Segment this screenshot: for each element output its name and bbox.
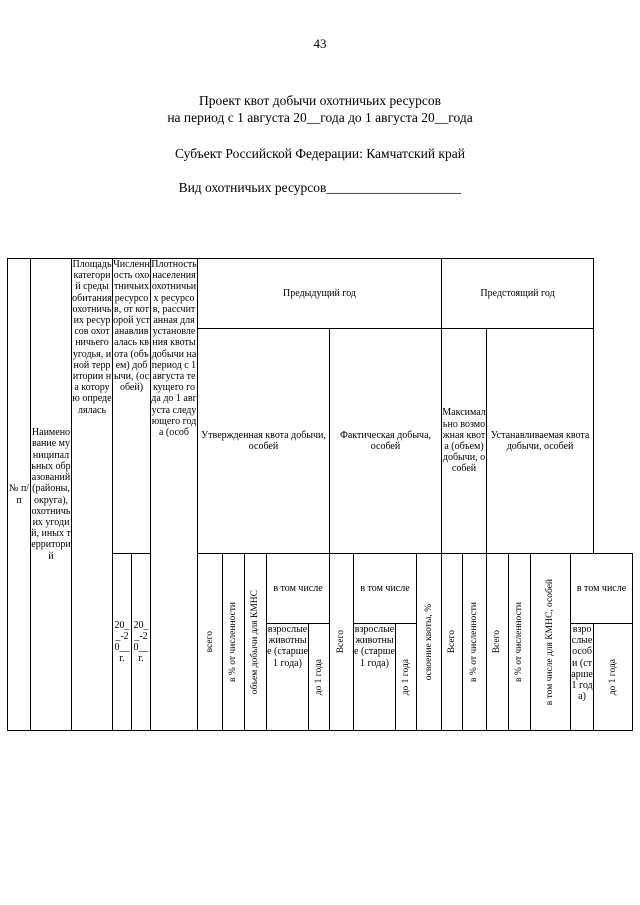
col-area-header: Площадь категорий среды обитания охотничьих ресурсов охотничьего угодья, иной территории на которую определялась: [72, 259, 113, 731]
col-num-header: № п/п: [8, 259, 31, 731]
set-quota-header: Устанавливаемая квота добычи, особей: [487, 329, 594, 554]
approved-adults: взрослые животные (старше 1 года): [267, 624, 309, 731]
set-including: в том числе: [571, 554, 633, 624]
prev-year-header: Предыдущий год: [198, 259, 442, 329]
resource-line: Вид охотничьих ресурсов____________________: [178, 180, 462, 195]
set-kmns: в том числе для КМНС, особей: [531, 554, 571, 731]
col-density-header: Плотность населения охотничьих ресурсов, рассчитанная для установления квоты добычи на период с 1 августа текущего года до 1 августа следующего года (особ: [151, 259, 198, 731]
set-under1: до 1 года: [594, 624, 633, 731]
approved-kmns: объем добычи для КМНС: [245, 554, 267, 731]
max-pct: в % от численности: [463, 554, 487, 731]
set-adults: взрослые особи (старше 1 года): [571, 624, 594, 731]
approved-including: в том числе: [267, 554, 330, 624]
document-title: [0, 92, 640, 126]
actual-harvest-header: Фактическая добыча, особей: [330, 329, 442, 554]
max-quota-header: Максимально возможная квота (объем) добычи, особей: [442, 329, 487, 554]
set-pct: в % от численности: [509, 554, 531, 731]
quota-table: [7, 258, 633, 731]
region-line: Субъект Российской Федерации: Камчатский край: [175, 146, 465, 161]
approved-pct: в % от численности: [223, 554, 245, 731]
count-sub-1: 20__-20__г.: [113, 554, 132, 731]
approved-under1: до 1 года: [309, 624, 330, 731]
col-municipality-header: Наименование муниципальных образований (районы, округа), охотничьих угодий, иных территорий: [31, 259, 72, 731]
max-total: Всего: [442, 554, 463, 731]
page-number: 43: [313, 36, 327, 51]
count-sub-2: 20__-20__г.: [132, 554, 151, 731]
next-year-header: Предстоящий год: [442, 259, 594, 329]
approved-total: всего: [198, 554, 223, 731]
title-line-2: на период с 1 августа 20__года до 1 августа 20__года: [167, 110, 473, 125]
actual-total: Всего: [330, 554, 354, 731]
actual-under1: до 1 года: [396, 624, 417, 731]
col-count-header: Численность охотничьих ресурсов, от которой устанавливалась квота (объем) добычи, (особей): [113, 259, 151, 554]
actual-adults: взрослые животные (старше 1 года): [354, 624, 396, 731]
actual-including: в том числе: [354, 554, 417, 624]
quota-usage: освоение квоты, %: [417, 554, 442, 731]
title-line-1: Проект квот добычи охотничьих ресурсов: [198, 93, 442, 108]
approved-quota-header: Утвержденная квота добычи, особей: [198, 329, 330, 554]
set-total: Всего: [487, 554, 509, 731]
